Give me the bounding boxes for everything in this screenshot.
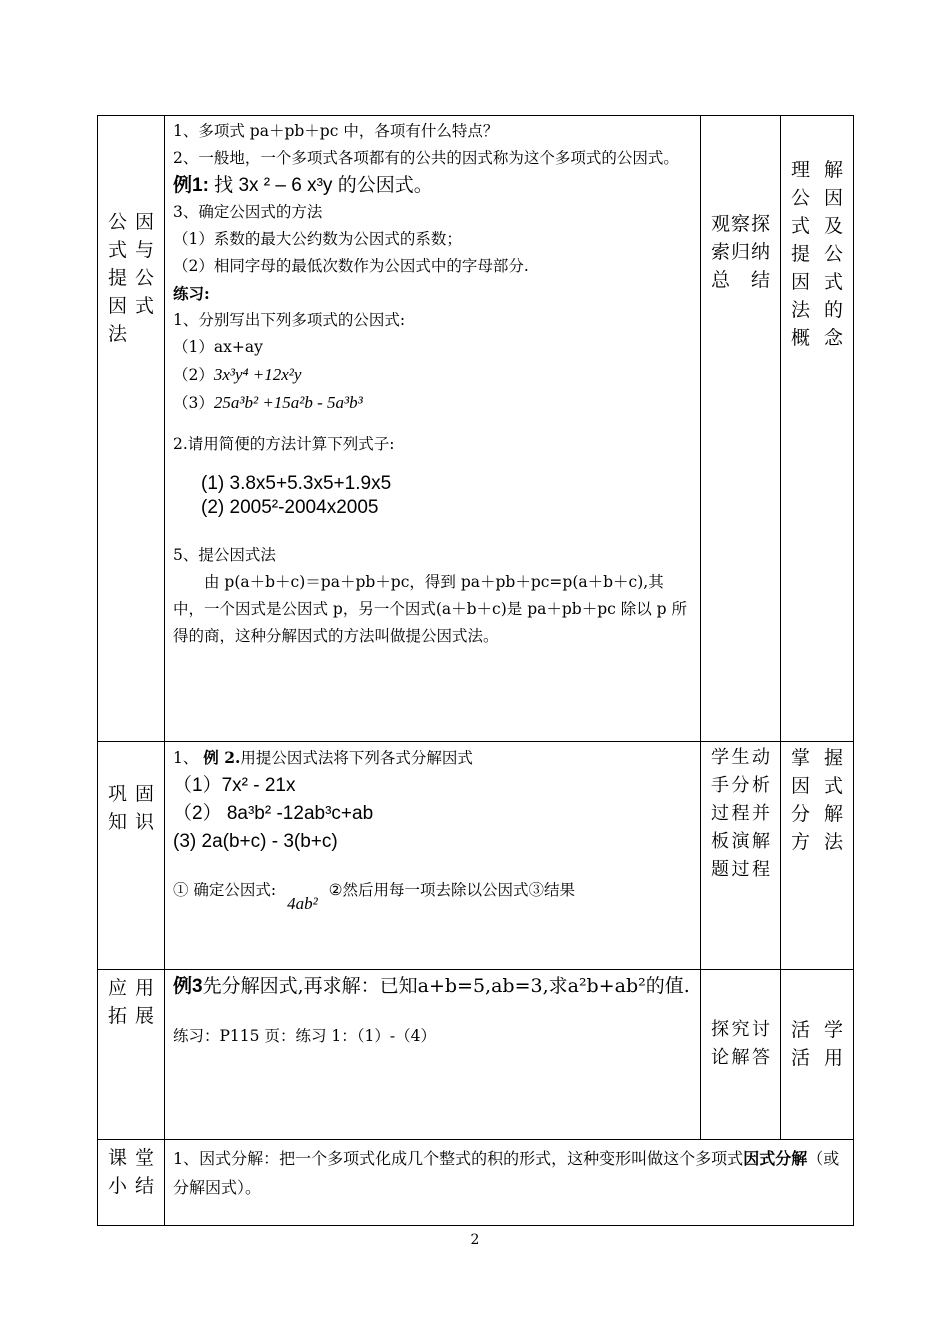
practice-2b: (2) 2005²-2004x2005 [201,497,379,518]
practice-2: 2.请用简便的方法计算下列式子: [173,435,395,453]
practice-label: 练习: [173,284,210,303]
goal-cell: 掌握因式分解方法 [781,742,854,970]
exercise-3: (3) 2a(b+c) - 3(b+c) [173,831,338,852]
practice-1b: （2）3x³y⁴ +12x²y [173,365,302,384]
question-3a: （1）系数的最大公约数为公因式的系数； [173,230,462,248]
row-content [165,116,701,742]
question-3b: （2）相同字母的最低次数作为公因式中的字母部分. [173,257,529,275]
example-2: 1、 例 2.用提公因式法将下列各式分解因式 [173,748,473,767]
practice-2a: (1) 3.8x5+5.3x5+1.9x5 [201,473,392,494]
row-application [98,970,854,1140]
practice: 练习：P115 页：练习 1：（1）-（4） [173,1027,436,1045]
question-1: 1、多项式 pa＋pb＋pc 中，各项有什么特点？ [173,122,499,140]
exercise-1: （1）7x² - 21x [173,775,296,796]
formula: 25a³b² +15a²b - 5a³b³ [213,393,363,412]
example-1-label: 例1: [173,175,209,196]
formula: 4ab² [287,894,318,913]
example-2-label: 例 2. [203,748,241,767]
page-number: 2 [470,1232,480,1248]
practice-1c: （3）25a³b² +15a²b - 5a³b³ [173,393,363,412]
steps: ① 确定公因式: 4ab² ②然后用每一项去除以公因式③结果 [173,881,576,913]
question-5-text: 由 p(a＋b＋c)＝pa＋pb＋pc，得到 pa＋pb＋pc=p(a＋b＋c),其中，一个因式是公因式 p，另一个因式(a＋b＋c)是 pa＋pb＋pc 除以 p 所得的商，这种分解因式的方法叫做提公因式法。 [173,573,688,645]
row-content [165,1140,854,1226]
example-1 [173,172,692,199]
example-2-text: 用提公因式法将下列各式分解因式 [240,749,473,767]
row-summary [98,1140,854,1226]
example-3-label: 例3 [173,976,203,997]
example-1-text: 找 3x ² – 6 x³y 的公因式。 [208,175,433,196]
row-label: 应用拓展 [98,970,165,1140]
activity-cell: 学生动手分析过程并板演解题过程 [701,742,781,970]
exercise-2: （2） 8a³b² -12ab³c+ab [173,803,374,824]
row-label: 巩固知识 [98,742,165,970]
goal-cell: 理解公因式及提公因式法的概念 [781,116,854,742]
row-label: 课堂小结 [98,1140,165,1226]
question-5: 5、提公因式法 [173,546,276,564]
lesson-plan-table [97,115,854,1226]
practice-1a: （1）ax+ay [173,338,263,356]
row-consolidate [98,742,854,970]
question-3: 3、确定公因式的方法 [173,203,323,221]
example-3-text: 先分解因式,再求解：已知a+b=5,ab=3,求a²b+ab²的值. [202,975,690,997]
question-2: 2、一般地，一个多项式各项都有的公共的因式称为这个多项式的公因式。 [173,149,679,167]
row-content [165,970,701,1140]
row-content [165,742,701,970]
row-label: 公因式与提公因式法 [98,116,165,742]
term-bold: 因式分解 [743,1149,808,1168]
example-3 [173,972,692,1001]
practice-1: 1、分别写出下列多项式的公因式: [173,311,406,329]
goal-cell: 活学活用 [781,970,854,1140]
activity-cell: 探究讨论解答 [701,970,781,1140]
formula: 3x³y⁴ +12x²y [213,365,302,384]
row-common-factor [98,116,854,742]
activity-cell: 观察探索归纳总结 [701,116,781,742]
summary-1: 1、因式分解：把一个多项式化成几个整式的积的形式，这种变形叫做这个多项式因式分解（或分解因式）。 [173,1149,840,1197]
